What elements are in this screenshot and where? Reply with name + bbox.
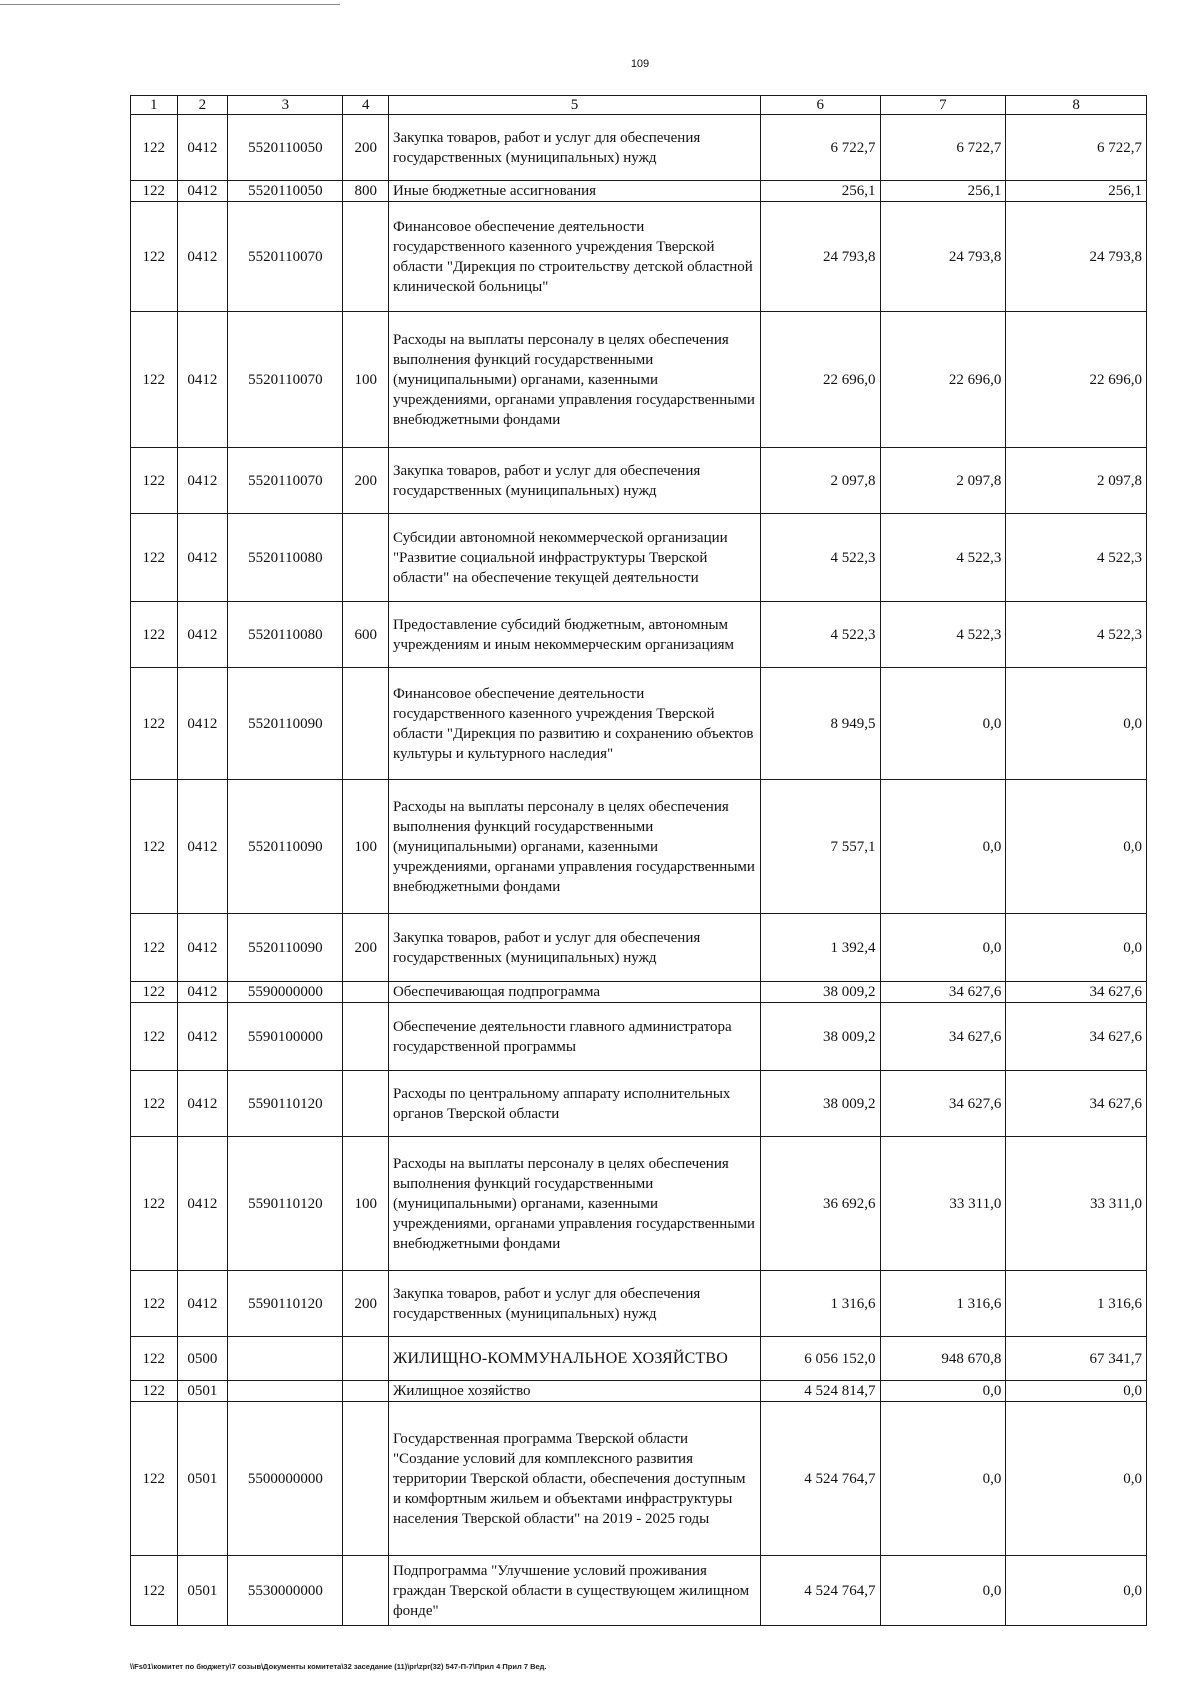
amount-col8-cell: 33 311,0 xyxy=(1006,1137,1147,1271)
table-row xyxy=(131,115,1147,181)
description-cell: Расходы на выплаты персоналу в целях обеспечения выполнения функций государственными (муниципальными) органами, казенными учреждениями, органами управления государственными внебюджетными фондами xyxy=(388,312,760,448)
amount-col6-cell: 2 097,8 xyxy=(761,448,880,514)
ministry-code-cell: 122 xyxy=(131,1381,178,1402)
amount-col8-cell: 6 722,7 xyxy=(1006,115,1147,181)
amount-col6-cell: 8 949,5 xyxy=(761,668,880,780)
target-article-cell: 5520110070 xyxy=(228,312,343,448)
description-cell: Подпрограмма "Улучшение условий проживания граждан Тверской области в существующем жилищном фонде" xyxy=(388,1556,760,1626)
table-row xyxy=(131,1071,1147,1137)
amount-col6-cell: 38 009,2 xyxy=(761,1003,880,1071)
table-row xyxy=(131,1556,1147,1626)
ministry-code-cell: 122 xyxy=(131,982,178,1003)
expense-type-cell: 100 xyxy=(343,780,388,914)
amount-col6-cell: 4 524 764,7 xyxy=(761,1402,880,1556)
amount-col7-cell: 0,0 xyxy=(880,1402,1006,1556)
target-article-cell: 5590000000 xyxy=(228,982,343,1003)
expense-type-cell: 200 xyxy=(343,914,388,982)
description-cell: Закупка товаров, работ и услуг для обеспечения государственных (муниципальных) нужд xyxy=(388,115,760,181)
target-article-cell xyxy=(228,1337,343,1381)
amount-col6-cell: 4 522,3 xyxy=(761,602,880,668)
section-code-cell: 0412 xyxy=(177,312,228,448)
table-row xyxy=(131,514,1147,602)
amount-col8-cell: 34 627,6 xyxy=(1006,1003,1147,1071)
ministry-code-cell: 122 xyxy=(131,1271,178,1337)
budget-table xyxy=(130,95,1147,1626)
amount-col7-cell: 0,0 xyxy=(880,1556,1006,1626)
amount-col8-cell: 1 316,6 xyxy=(1006,1271,1147,1337)
ministry-code-cell: 122 xyxy=(131,514,178,602)
amount-col6-cell: 6 056 152,0 xyxy=(761,1337,880,1381)
section-code-cell: 0412 xyxy=(177,1137,228,1271)
ministry-code-cell: 122 xyxy=(131,1003,178,1071)
amount-col8-cell: 256,1 xyxy=(1006,181,1147,202)
section-code-cell: 0501 xyxy=(177,1556,228,1626)
amount-col7-cell: 0,0 xyxy=(880,1381,1006,1402)
expense-type-cell xyxy=(343,514,388,602)
target-article-cell: 5590110120 xyxy=(228,1071,343,1137)
section-code-cell: 0500 xyxy=(177,1337,228,1381)
column-header: 3 xyxy=(228,96,343,115)
target-article-cell: 5590110120 xyxy=(228,1137,343,1271)
description-cell: Государственная программа Тверской области "Создание условий для комплексного развития территории Тверской области, обеспечения доступным и комфортным жильем и объектами инфраструктуры населения Тверской области" на 2019 - 2025 годы xyxy=(388,1402,760,1556)
amount-col6-cell: 4 524 764,7 xyxy=(761,1556,880,1626)
column-header: 7 xyxy=(880,96,1006,115)
table-row xyxy=(131,181,1147,202)
section-code-cell: 0412 xyxy=(177,1271,228,1337)
section-code-cell: 0412 xyxy=(177,202,228,312)
table-row xyxy=(131,312,1147,448)
ministry-code-cell: 122 xyxy=(131,1402,178,1556)
ministry-code-cell: 122 xyxy=(131,668,178,780)
amount-col7-cell: 2 097,8 xyxy=(880,448,1006,514)
column-number-row xyxy=(131,96,1147,115)
section-code-cell: 0412 xyxy=(177,181,228,202)
amount-col6-cell: 4 524 814,7 xyxy=(761,1381,880,1402)
expense-type-cell xyxy=(343,1556,388,1626)
ministry-code-cell: 122 xyxy=(131,1137,178,1271)
page-number: 109 xyxy=(630,58,650,70)
table-row xyxy=(131,1003,1147,1071)
table-row xyxy=(131,982,1147,1003)
amount-col8-cell: 2 097,8 xyxy=(1006,448,1147,514)
amount-col7-cell: 34 627,6 xyxy=(880,1071,1006,1137)
table-row xyxy=(131,448,1147,514)
column-header: 8 xyxy=(1006,96,1147,115)
section-code-cell: 0412 xyxy=(177,668,228,780)
description-cell: Субсидии автономной некоммерческой организации "Развитие социальной инфраструктуры Тверской области" на обеспечение текущей деятельности xyxy=(388,514,760,602)
description-cell: Закупка товаров, работ и услуг для обеспечения государственных (муниципальных) нужд xyxy=(388,1271,760,1337)
description-cell: Расходы по центральному аппарату исполнительных органов Тверской области xyxy=(388,1071,760,1137)
amount-col7-cell: 34 627,6 xyxy=(880,982,1006,1003)
amount-col6-cell: 22 696,0 xyxy=(761,312,880,448)
target-article-cell: 5590110120 xyxy=(228,1271,343,1337)
section-code-cell: 0412 xyxy=(177,602,228,668)
amount-col7-cell: 0,0 xyxy=(880,914,1006,982)
amount-col8-cell: 34 627,6 xyxy=(1006,1071,1147,1137)
column-header: 1 xyxy=(131,96,178,115)
amount-col7-cell: 1 316,6 xyxy=(880,1271,1006,1337)
column-header: 6 xyxy=(761,96,880,115)
target-article-cell: 5530000000 xyxy=(228,1556,343,1626)
amount-col7-cell: 33 311,0 xyxy=(880,1137,1006,1271)
description-cell: ЖИЛИЩНО-КОММУНАЛЬНОЕ ХОЗЯЙСТВО xyxy=(388,1337,760,1381)
section-code-cell: 0412 xyxy=(177,514,228,602)
table-row xyxy=(131,602,1147,668)
description-cell: Иные бюджетные ассигнования xyxy=(388,181,760,202)
expense-type-cell: 100 xyxy=(343,1137,388,1271)
amount-col7-cell: 34 627,6 xyxy=(880,1003,1006,1071)
amount-col6-cell: 38 009,2 xyxy=(761,982,880,1003)
expense-type-cell xyxy=(343,1337,388,1381)
section-code-cell: 0412 xyxy=(177,914,228,982)
target-article-cell: 5590100000 xyxy=(228,1003,343,1071)
description-cell: Расходы на выплаты персоналу в целях обеспечения выполнения функций государственными (муниципальными) органами, казенными учреждениями, органами управления государственными внебюджетными фондами xyxy=(388,1137,760,1271)
section-code-cell: 0501 xyxy=(177,1402,228,1556)
description-cell: Обеспечивающая подпрограмма xyxy=(388,982,760,1003)
amount-col8-cell: 0,0 xyxy=(1006,780,1147,914)
amount-col8-cell: 24 793,8 xyxy=(1006,202,1147,312)
target-article-cell: 5520110080 xyxy=(228,514,343,602)
amount-col8-cell: 34 627,6 xyxy=(1006,982,1147,1003)
amount-col7-cell: 22 696,0 xyxy=(880,312,1006,448)
description-cell: Жилищное хозяйство xyxy=(388,1381,760,1402)
amount-col7-cell: 6 722,7 xyxy=(880,115,1006,181)
amount-col8-cell: 0,0 xyxy=(1006,1402,1147,1556)
table-row xyxy=(131,1271,1147,1337)
description-cell: Расходы на выплаты персоналу в целях обеспечения выполнения функций государственными (муниципальными) органами, казенными учреждениями, органами управления государственными внебюджетными фондами xyxy=(388,780,760,914)
expense-type-cell xyxy=(343,1003,388,1071)
amount-col6-cell: 1 392,4 xyxy=(761,914,880,982)
description-cell: Финансовое обеспечение деятельности государственного казенного учреждения Тверской области "Дирекция по развитию и сохранению объектов культуры и культурного наследия" xyxy=(388,668,760,780)
column-header: 5 xyxy=(388,96,760,115)
target-article-cell xyxy=(228,1381,343,1402)
section-code-cell: 0412 xyxy=(177,448,228,514)
amount-col7-cell: 256,1 xyxy=(880,181,1006,202)
target-article-cell: 5520110090 xyxy=(228,780,343,914)
target-article-cell: 5500000000 xyxy=(228,1402,343,1556)
description-cell: Предоставление субсидий бюджетным, автономным учреждениям и иным некоммерческим организациям xyxy=(388,602,760,668)
target-article-cell: 5520110090 xyxy=(228,914,343,982)
amount-col8-cell: 0,0 xyxy=(1006,668,1147,780)
target-article-cell: 5520110070 xyxy=(228,202,343,312)
table-row xyxy=(131,668,1147,780)
amount-col8-cell: 4 522,3 xyxy=(1006,514,1147,602)
ministry-code-cell: 122 xyxy=(131,914,178,982)
ministry-code-cell: 122 xyxy=(131,1337,178,1381)
expense-type-cell xyxy=(343,668,388,780)
amount-col6-cell: 6 722,7 xyxy=(761,115,880,181)
target-article-cell: 5520110050 xyxy=(228,115,343,181)
description-cell: Закупка товаров, работ и услуг для обеспечения государственных (муниципальных) нужд xyxy=(388,914,760,982)
table-row xyxy=(131,780,1147,914)
target-article-cell: 5520110080 xyxy=(228,602,343,668)
expense-type-cell: 800 xyxy=(343,181,388,202)
section-code-cell: 0501 xyxy=(177,1381,228,1402)
ministry-code-cell: 122 xyxy=(131,780,178,914)
column-header: 4 xyxy=(343,96,388,115)
description-cell: Обеспечение деятельности главного администратора государственной программы xyxy=(388,1003,760,1071)
table-row xyxy=(131,202,1147,312)
table-row xyxy=(131,1381,1147,1402)
amount-col8-cell: 4 522,3 xyxy=(1006,602,1147,668)
amount-col8-cell: 22 696,0 xyxy=(1006,312,1147,448)
table-row xyxy=(131,1402,1147,1556)
amount-col7-cell: 4 522,3 xyxy=(880,514,1006,602)
description-cell: Закупка товаров, работ и услуг для обеспечения государственных (муниципальных) нужд xyxy=(388,448,760,514)
description-cell: Финансовое обеспечение деятельности государственного казенного учреждения Тверской области "Дирекция по строительству детской областной клинической больницы" xyxy=(388,202,760,312)
amount-col7-cell: 4 522,3 xyxy=(880,602,1006,668)
ministry-code-cell: 122 xyxy=(131,202,178,312)
table-row xyxy=(131,914,1147,982)
amount-col7-cell: 948 670,8 xyxy=(880,1337,1006,1381)
section-code-cell: 0412 xyxy=(177,982,228,1003)
amount-col6-cell: 7 557,1 xyxy=(761,780,880,914)
expense-type-cell: 100 xyxy=(343,312,388,448)
expense-type-cell: 200 xyxy=(343,448,388,514)
ministry-code-cell: 122 xyxy=(131,1071,178,1137)
column-header: 2 xyxy=(177,96,228,115)
section-code-cell: 0412 xyxy=(177,1071,228,1137)
amount-col6-cell: 24 793,8 xyxy=(761,202,880,312)
ministry-code-cell: 122 xyxy=(131,448,178,514)
amount-col6-cell: 36 692,6 xyxy=(761,1137,880,1271)
amount-col8-cell: 67 341,7 xyxy=(1006,1337,1147,1381)
ministry-code-cell: 122 xyxy=(131,1556,178,1626)
ministry-code-cell: 122 xyxy=(131,602,178,668)
expense-type-cell: 200 xyxy=(343,1271,388,1337)
amount-col7-cell: 0,0 xyxy=(880,780,1006,914)
target-article-cell: 5520110050 xyxy=(228,181,343,202)
ministry-code-cell: 122 xyxy=(131,181,178,202)
amount-col6-cell: 4 522,3 xyxy=(761,514,880,602)
target-article-cell: 5520110070 xyxy=(228,448,343,514)
amount-col6-cell: 1 316,6 xyxy=(761,1271,880,1337)
expense-type-cell xyxy=(343,1071,388,1137)
expense-type-cell xyxy=(343,982,388,1003)
ministry-code-cell: 122 xyxy=(131,312,178,448)
section-code-cell: 0412 xyxy=(177,115,228,181)
section-code-cell: 0412 xyxy=(177,1003,228,1071)
amount-col6-cell: 38 009,2 xyxy=(761,1071,880,1137)
amount-col7-cell: 24 793,8 xyxy=(880,202,1006,312)
amount-col8-cell: 0,0 xyxy=(1006,1556,1147,1626)
target-article-cell: 5520110090 xyxy=(228,668,343,780)
amount-col6-cell: 256,1 xyxy=(761,181,880,202)
ministry-code-cell: 122 xyxy=(131,115,178,181)
amount-col8-cell: 0,0 xyxy=(1006,914,1147,982)
expense-type-cell xyxy=(343,1402,388,1556)
expense-type-cell: 600 xyxy=(343,602,388,668)
table-row xyxy=(131,1137,1147,1271)
scan-edge-line xyxy=(0,4,340,5)
expense-type-cell xyxy=(343,1381,388,1402)
amount-col7-cell: 0,0 xyxy=(880,668,1006,780)
section-code-cell: 0412 xyxy=(177,780,228,914)
table-row xyxy=(131,1337,1147,1381)
footer-file-path: \\Fs01\комитет по бюджету\7 созыв\Документы комитета\32 заседание (11)\pr\zpr(32) 547-П-7\Прил 4 Прил 7 Вед. xyxy=(130,1662,547,1671)
expense-type-cell: 200 xyxy=(343,115,388,181)
amount-col8-cell: 0,0 xyxy=(1006,1381,1147,1402)
expense-type-cell xyxy=(343,202,388,312)
